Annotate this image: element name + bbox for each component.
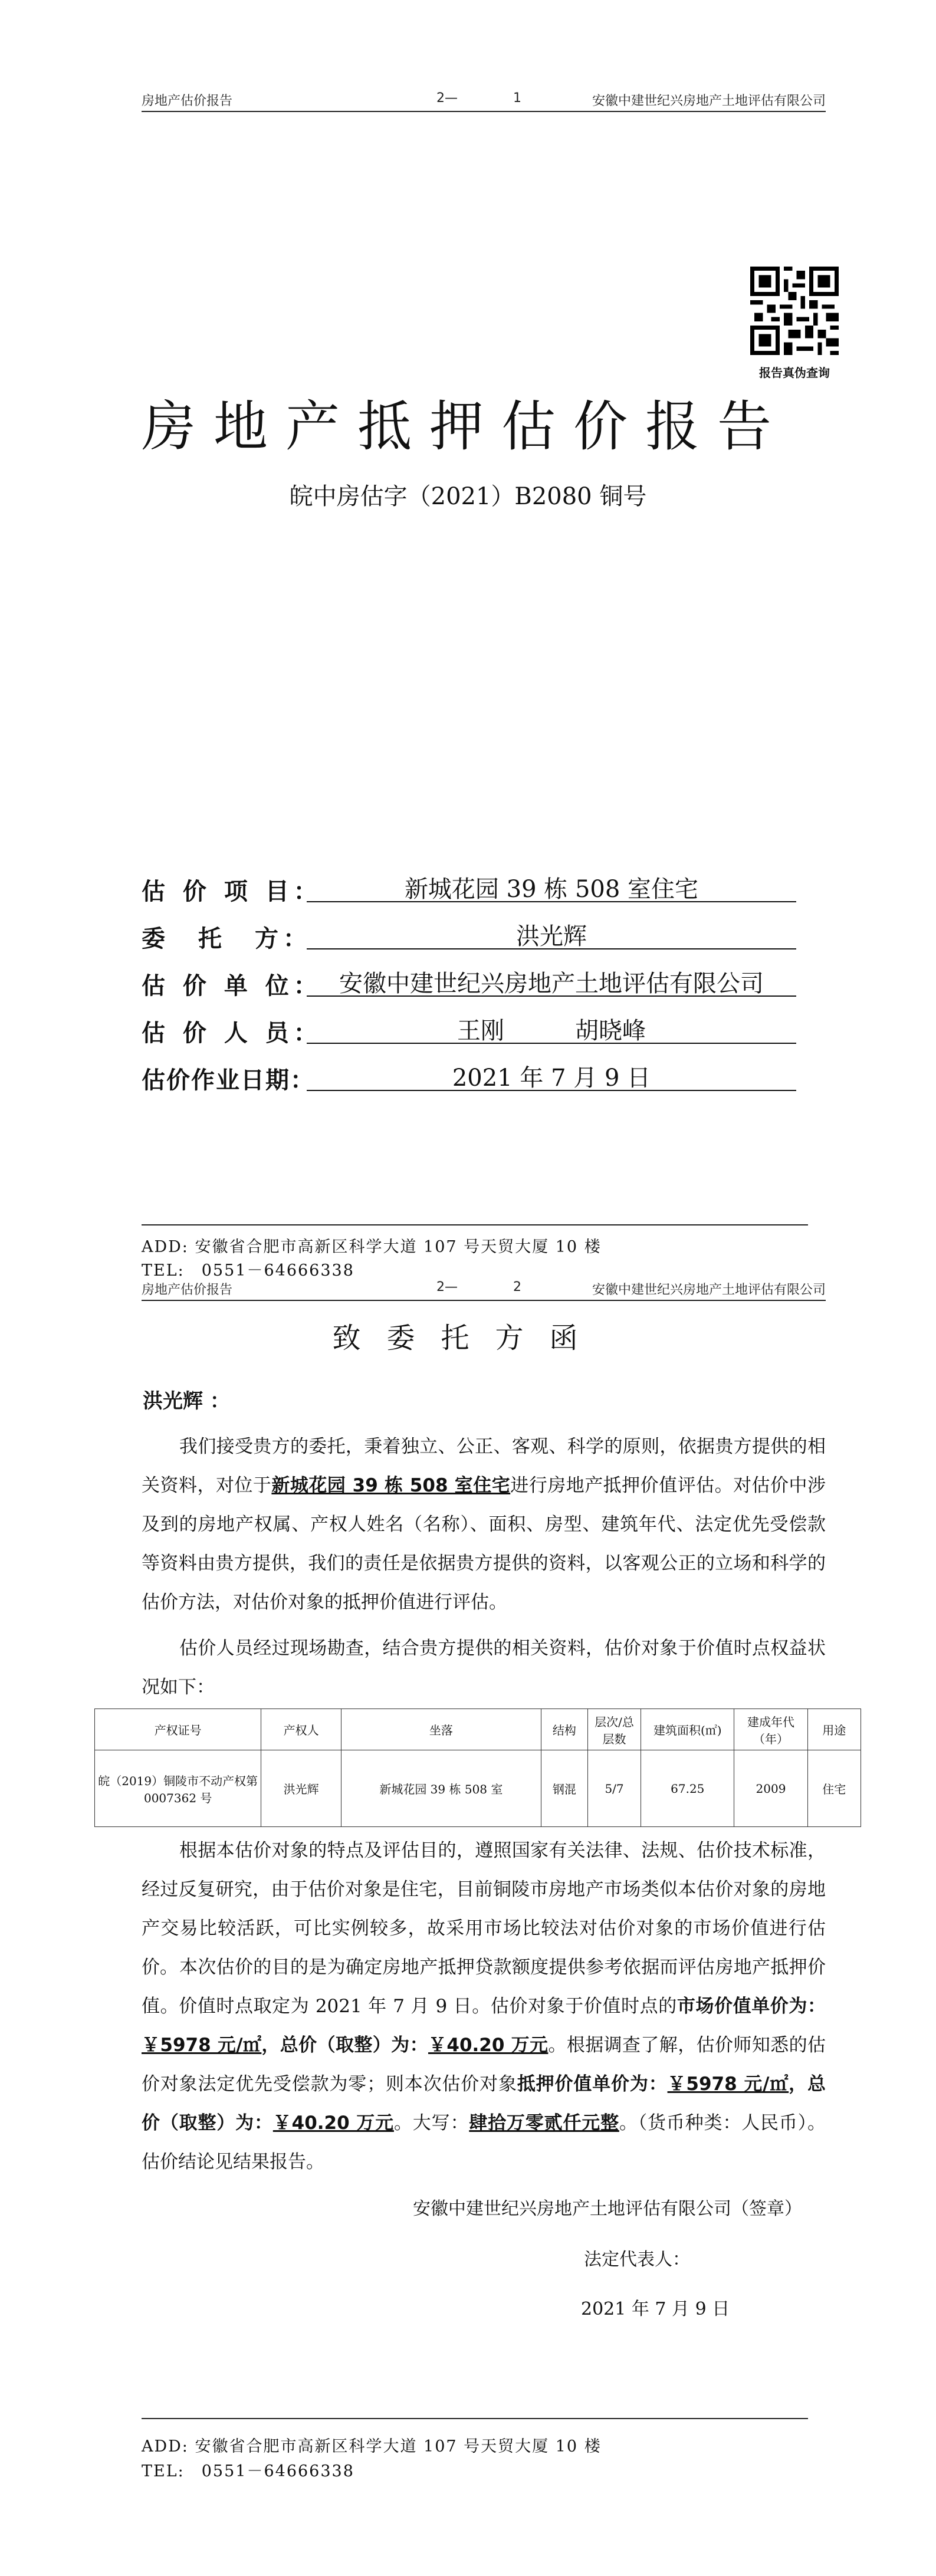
property-address: 新城花园 39 栋 508 室住宅 (271, 1475, 511, 1496)
field-work-date (142, 1059, 826, 1097)
paragraph-1: 我们接受贵方的委托，秉着独立、公正、客观、科学的原则，依据贵方提供的相关资料，对位于新城花园 39 栋 508 室住宅进行房地产抵押价值评估。对估价中涉及到的房地产权属、产权人姓名（名称）、面积、房型、建筑年代、法定优先受偿款等资料由贵方提供，我们的责任是依据贵方提供的资料，以客观公正的立场和科学的估价方法，对估价对象的抵押价值进行评估。 (142, 1436, 826, 1613)
field-value: 新城花园 39 栋 508 室住宅 (307, 870, 796, 902)
salutation: 洪光辉 ： (143, 1389, 230, 1413)
field-project (142, 870, 826, 908)
field-appraisers (142, 1012, 826, 1050)
field-value: 王刚 胡晓峰 (307, 1012, 796, 1044)
table-header-cell: 建筑面积(㎡) (641, 1709, 734, 1750)
table-header-cell: 产权人 (261, 1709, 341, 1750)
footer-tel: TEL: 0551－64666338 (142, 1261, 354, 1280)
table-header-cell: 用途 (807, 1709, 861, 1750)
page-header (142, 1277, 826, 1301)
footer-address: ADD: 安徽省合肥市高新区科学大道 107 号天贸大厦 10 楼 (142, 1238, 602, 1256)
field-value: 安徽中建世纪兴房地产土地评估有限公司 (307, 965, 796, 997)
qr-caption: 报告真伪查询 (759, 366, 830, 380)
table-header-cell: 结构 (541, 1709, 587, 1750)
table-cell: 洪光辉 (261, 1750, 341, 1827)
header-page-number: 2 (513, 1280, 521, 1294)
table-cell: 2009 (734, 1750, 807, 1827)
qr-code-icon[interactable] (750, 267, 839, 355)
field-label: 估 价 单 位： (142, 972, 322, 1000)
field-client (142, 918, 826, 955)
table-cell: 5/7 (587, 1750, 641, 1827)
footer-address: ADD: 安徽省合肥市高新区科学大道 107 号天贸大厦 10 楼 (142, 2437, 602, 2456)
paragraph-4: 本次估价的目的是为确定房地产抵押贷款额度提供参考依据而评估房地产抵押价值。价值时点取定为 2021 年 7 月 9 日。估价对象于价值时点的市场价值单价为：￥5978 元/㎡，总价（取整）为：￥40.20 万元。根据调查了解，估价师知悉的估价对象法定优先受偿款为零；则本次估价对象抵押价值单价为：￥5978 元/㎡，总价（取整）为：￥40.20 万元。大写：肆拾万零贰仟元整。（货币种类：人民币）。估价结论见结果报告。 (142, 1957, 826, 2173)
field-value: 2021 年 7 月 9 日 (307, 1059, 796, 1091)
field-value: 洪光辉 (307, 918, 796, 949)
table-cell: 67.25 (641, 1750, 734, 1827)
header-left: 房地产估价报告 (142, 1283, 233, 1297)
table-cell: 皖（2019）铜陵市不动产权第 0007362 号 (95, 1750, 261, 1827)
footer-tel: TEL: 0551－64666338 (142, 2462, 354, 2480)
cover-title: 房地产抵押估价报告 (142, 395, 790, 458)
legal-representative: 法定代表人： (584, 2249, 690, 2270)
header-page-number: 1 (513, 91, 521, 106)
letter-date: 2021 年 7 月 9 日 (581, 2299, 730, 2319)
table-cell: 新城花园 39 栋 508 室 (341, 1750, 541, 1827)
field-label: 估 价 人 员： (142, 1020, 322, 1047)
table-header-cell: 建成年代（年） (734, 1709, 807, 1750)
paragraph-2: 估价人员经过现场勘查，结合贵方提供的相关资料，估价对象于价值时点权益状况如下： (142, 1638, 826, 1698)
letter-title: 致委托方函 (332, 1322, 604, 1355)
header-right: 安徽中建世纪兴房地产土地评估有限公司 (592, 1283, 826, 1297)
footer-divider (142, 1224, 808, 1225)
table-header-row (95, 1709, 861, 1750)
footer-divider (142, 2418, 808, 2419)
page-header (142, 88, 826, 112)
report-number: 皖中房估字（2021）B2080 铜号 (289, 483, 647, 510)
field-label: 估价作业日期： (142, 1067, 315, 1094)
header-page-prefix: 2— (436, 91, 458, 106)
header-left: 房地产估价报告 (142, 94, 233, 109)
header-page-prefix: 2— (436, 1280, 458, 1294)
table-cell: 钢混 (541, 1750, 587, 1827)
table-header-cell: 产权证号 (95, 1709, 261, 1750)
paragraph-3: 根据本估价对象的特点及评估目的，遵照国家有关法律、法规、估价技术标准，经过反复研究，由于估价对象是住宅，目前铜陵市房地产市场类似本估价对象的房地产交易比较活跃，可比实例较多，故采用市场比较法对估价对象的市场价值进行估价。 (142, 1840, 826, 1978)
company-signature: 安徽中建世纪兴房地产土地评估有限公司（签章） (413, 2199, 802, 2219)
table-header-cell: 坐落 (341, 1709, 541, 1750)
property-table (94, 1708, 861, 1827)
table-cell: 住宅 (807, 1750, 861, 1827)
field-appraiser-company (142, 965, 826, 1003)
field-label: 估 价 项 目： (142, 878, 322, 905)
header-right: 安徽中建世纪兴房地产土地评估有限公司 (592, 94, 826, 109)
table-header-cell: 层次/总层数 (587, 1709, 641, 1750)
table-row (95, 1750, 861, 1827)
field-label: 委 托 方： (142, 925, 311, 952)
